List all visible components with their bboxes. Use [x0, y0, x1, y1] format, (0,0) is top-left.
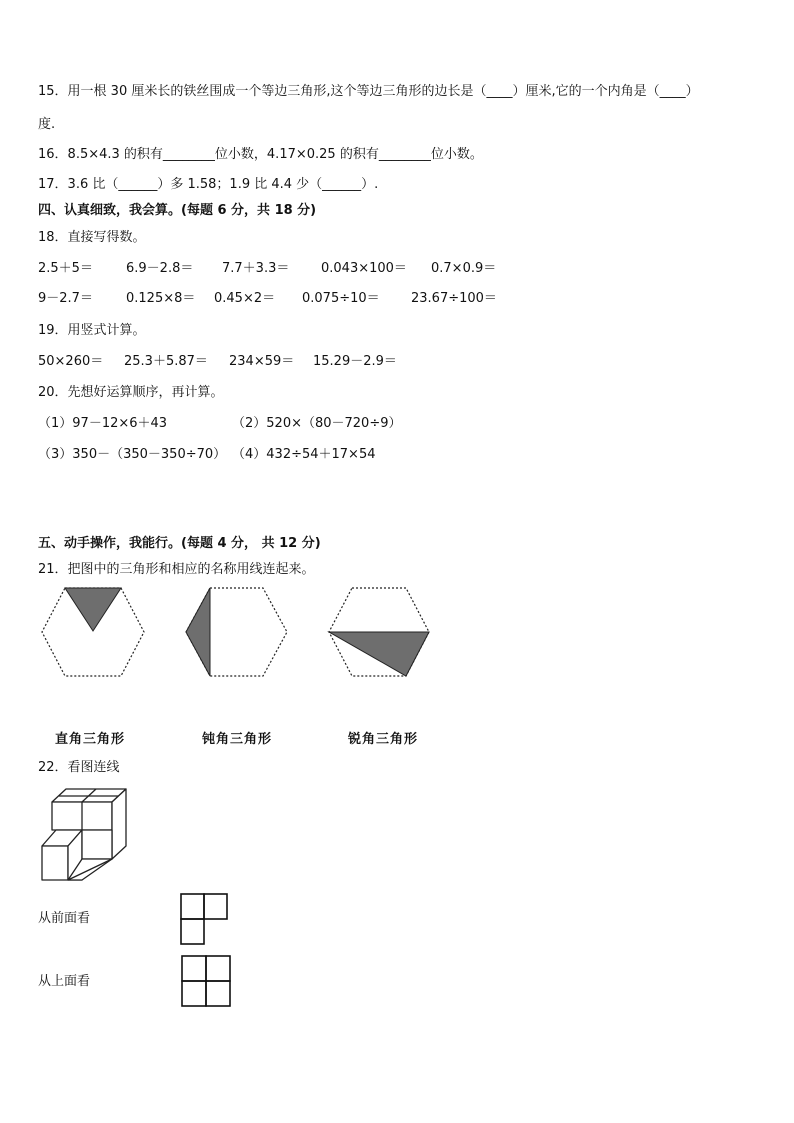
- q18-r1-c3: 7.7＋3.3＝: [222, 261, 290, 276]
- q18-r1-c2: 6.9－2.8＝: [126, 261, 194, 276]
- q19-title: 19．用竖式计算。: [38, 323, 146, 338]
- top-view-label: 从上面看: [38, 974, 91, 989]
- q18-r1-c4: 0.043×100＝: [321, 261, 407, 276]
- q19-item-1: 50×260＝: [38, 354, 104, 369]
- hexagon-figure-2: [183, 585, 289, 679]
- section5-heading: 五、动手操作，我能行。(每题 4 分， 共 12 分): [38, 536, 321, 551]
- q20-item-3: （3）350－（350－350÷70）: [38, 447, 227, 462]
- hexagon-figure-1: [40, 585, 146, 679]
- q20-title: 20．先想好运算顺序，再计算。: [38, 385, 224, 400]
- cube-stack-figure: [38, 786, 134, 888]
- q18-r1-c5: 0.7×0.9＝: [431, 261, 497, 276]
- caption-acute-triangle: 锐角三角形: [348, 732, 419, 747]
- q15-line2: 度.: [38, 117, 56, 132]
- front-view-grid: [179, 892, 231, 946]
- q18-r1-c1: 2.5＋5＝: [38, 261, 93, 276]
- q18-r2-c5: 23.67÷100＝: [411, 291, 497, 306]
- q19-item-3: 234×59＝: [229, 354, 295, 369]
- section4-heading: 四、认真细致，我会算。(每题 6 分，共 18 分): [38, 203, 317, 218]
- q15-line1: 15．用一根 30 厘米长的铁丝围成一个等边三角形,这个等边三角形的边长是（____）厘米,它的一个内角是（____）: [38, 84, 699, 99]
- q16-text: 16．8.5×4.3 的积有________位小数，4.17×0.25 的积有________位小数。: [38, 147, 483, 162]
- q19-item-4: 15.29－2.9＝: [313, 354, 397, 369]
- q18-title: 18．直接写得数。: [38, 230, 146, 245]
- hexagon-figure-3: [326, 585, 432, 679]
- q18-r2-c2: 0.125×8＝: [126, 291, 196, 306]
- q17-text: 17．3.6 比（______）多 1.58；1.9 比 4.4 少（______）.: [38, 177, 379, 192]
- front-view-label: 从前面看: [38, 911, 91, 926]
- q21-title: 21．把图中的三角形和相应的名称用线连起来。: [38, 562, 315, 577]
- q18-r2-c1: 9－2.7＝: [38, 291, 93, 306]
- q20-item-4: （4）432÷54＋17×54: [232, 447, 376, 462]
- q20-item-2: （2）520×（80－720÷9）: [232, 416, 402, 431]
- caption-right-triangle: 直角三角形: [55, 732, 126, 747]
- q18-r2-c4: 0.075÷10＝: [302, 291, 380, 306]
- caption-obtuse-triangle: 钝角三角形: [202, 732, 273, 747]
- q22-title: 22．看图连线: [38, 760, 120, 775]
- top-view-grid: [180, 954, 232, 1008]
- q18-r2-c3: 0.45×2＝: [214, 291, 276, 306]
- q19-item-2: 25.3＋5.87＝: [124, 354, 208, 369]
- q20-item-1: （1）97－12×6＋43: [38, 416, 168, 431]
